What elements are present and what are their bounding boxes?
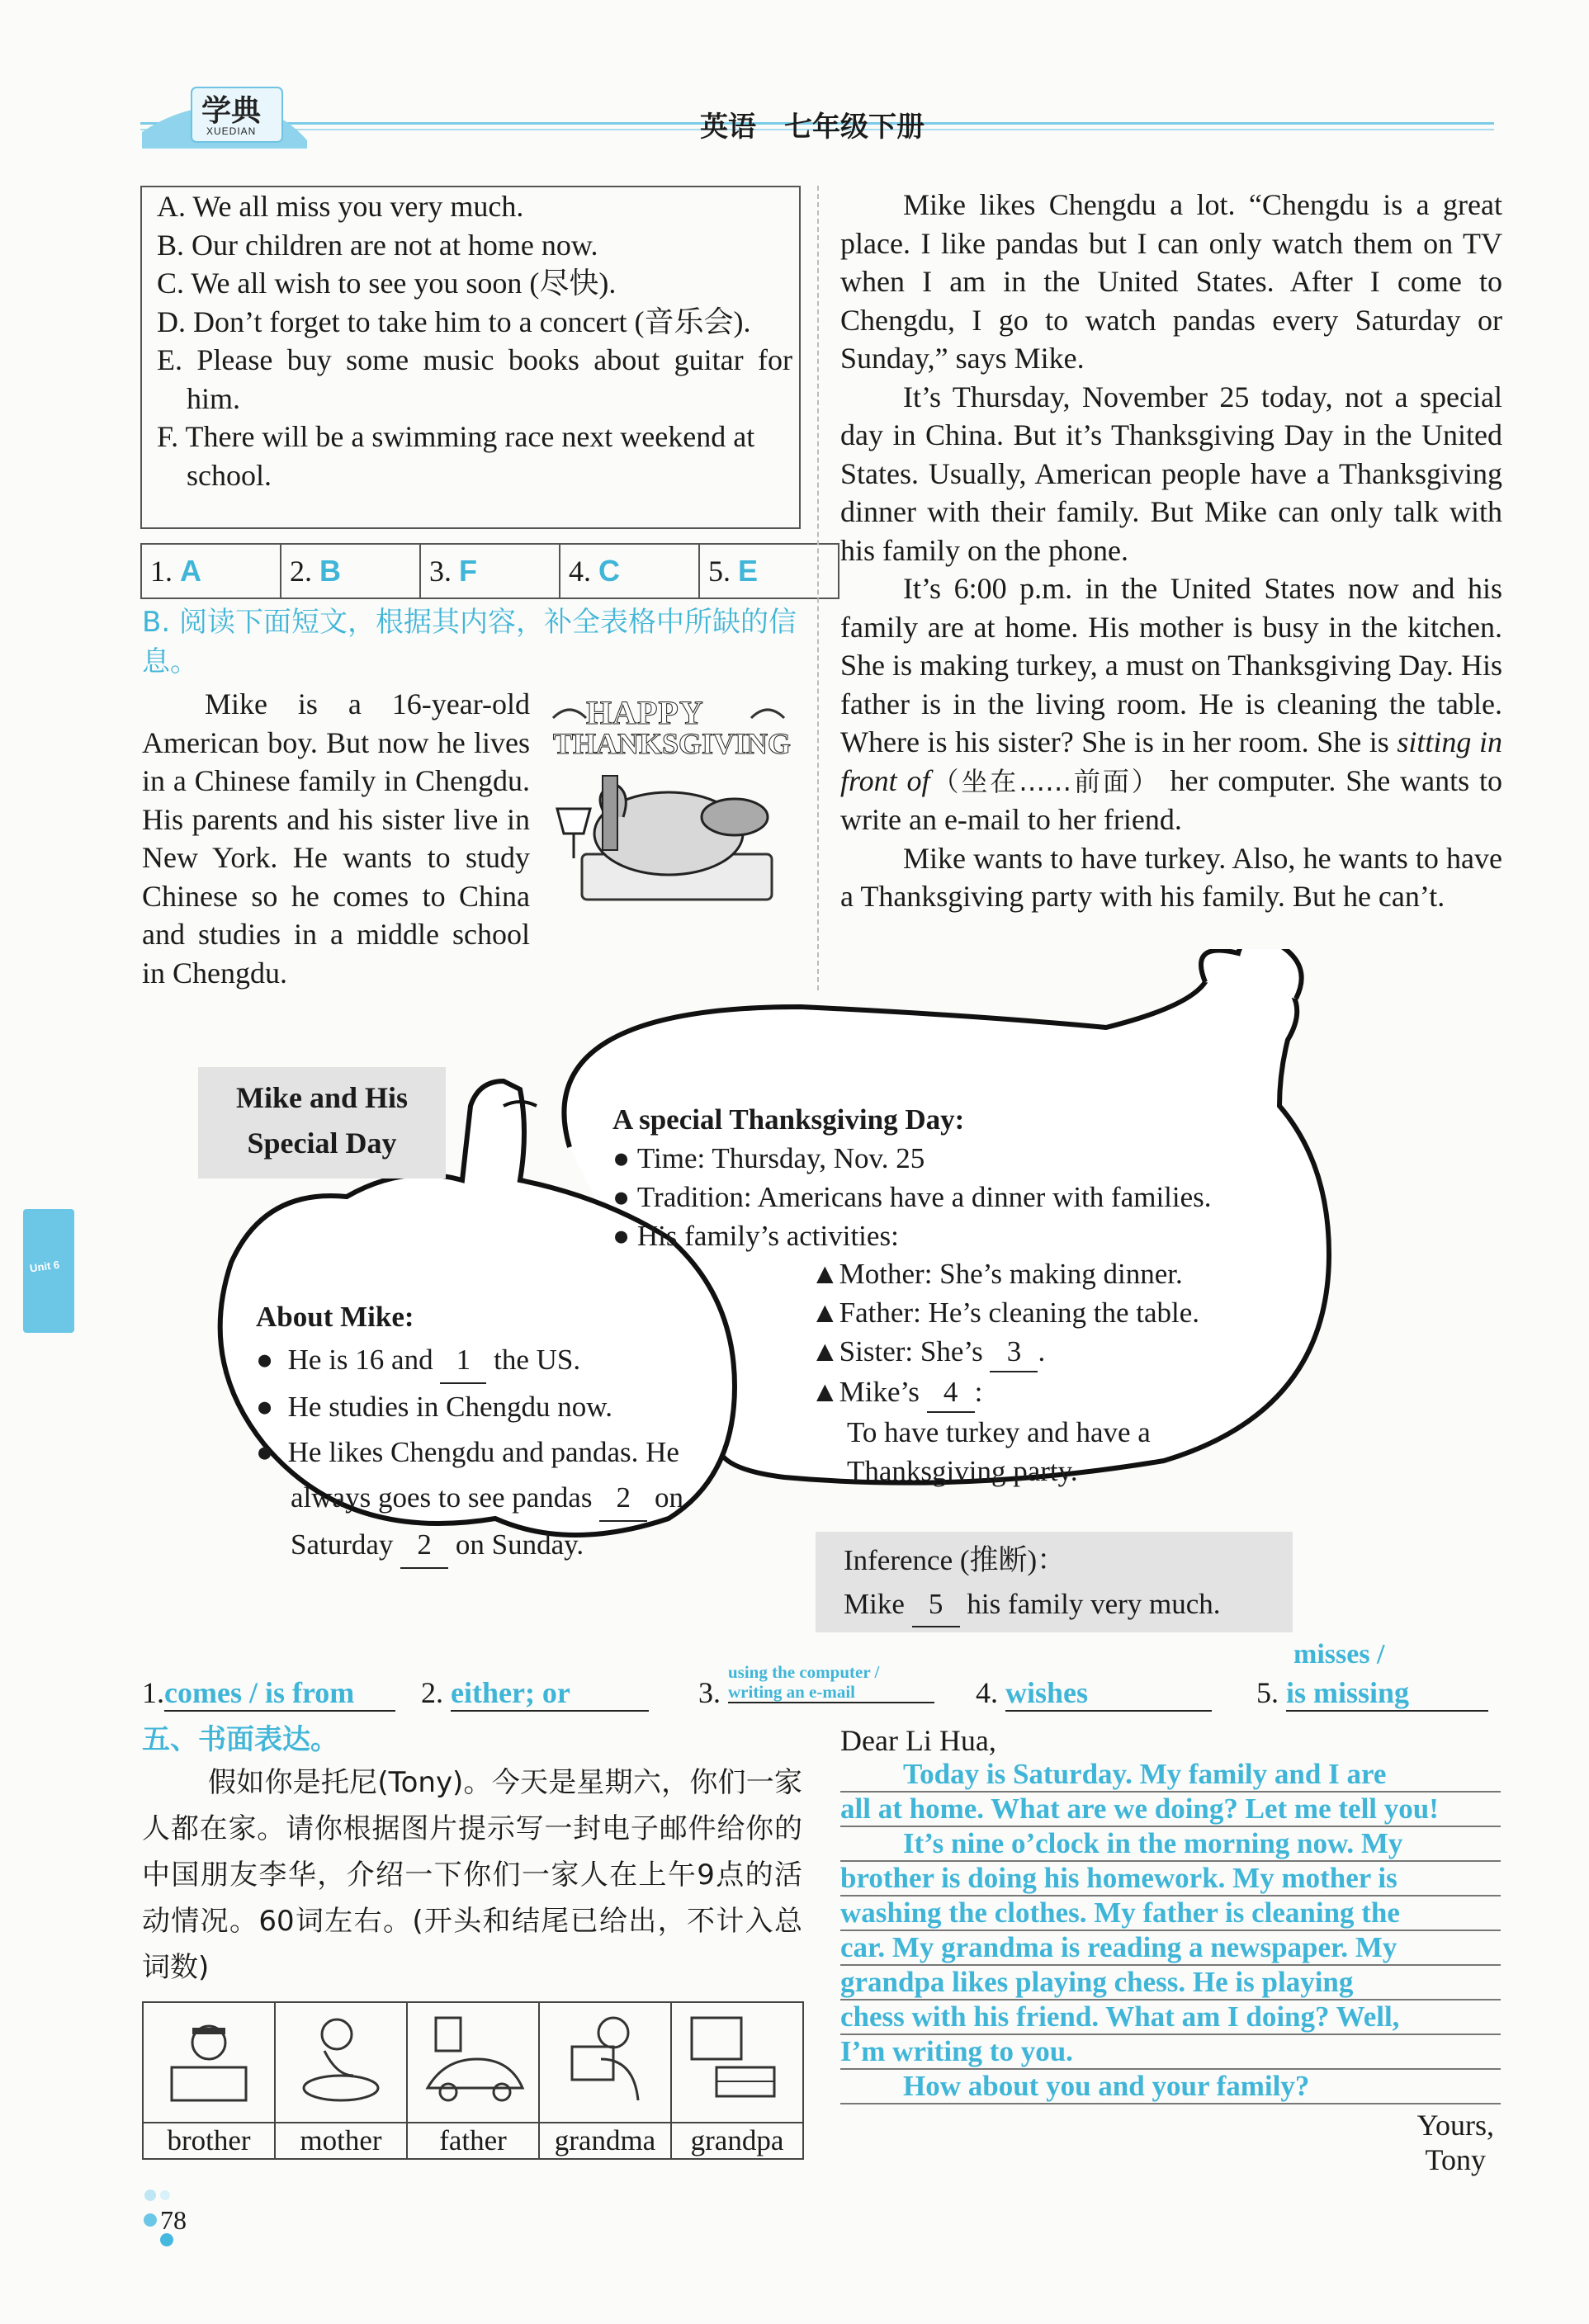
option-a: A. We all miss you very much.	[157, 190, 524, 223]
logo-cn: 学典	[201, 94, 262, 128]
right-bullet-1: ● Time: Thursday, Nov. 25	[612, 1142, 925, 1174]
answer-cell-5: 5. E	[699, 544, 839, 598]
left-bullet-2: ● He studies in Chengdu now.	[256, 1391, 613, 1423]
banner-line2: THANKSGIVING	[553, 727, 792, 760]
column-divider	[817, 186, 819, 990]
picture-brother	[143, 2002, 275, 2123]
left-bullet-3: ● He likes Chengdu and pandas. He	[256, 1436, 679, 1468]
section-b-instruction: B. 阅读下面短文，根据其内容，补全表格中所缺的信息。	[142, 606, 797, 678]
options-box	[140, 186, 801, 529]
answer-cell-4: 4. C	[560, 544, 699, 598]
label-grandpa: grandpa	[671, 2123, 803, 2159]
option-d: D. Don’t forget to take him to a concert (音乐会).	[157, 305, 751, 338]
answer-b1: 1.comes / is from	[142, 1675, 395, 1712]
inference-line: Mike 5 his family very much.	[844, 1582, 1293, 1627]
logo-en: XUEDIAN	[206, 125, 257, 137]
right-column	[840, 186, 1502, 916]
letter-line-3: It’s nine o’clock in the morning now. My	[840, 1827, 1501, 1862]
letter-signature: Tony	[1425, 2143, 1486, 2176]
picture-table	[142, 2001, 804, 2160]
option-f: F. There will be a swimming race next weekend at school.	[157, 420, 755, 492]
diagram-title-line2: Special Day	[247, 1127, 397, 1160]
label-father: father	[407, 2123, 539, 2159]
inference-box	[816, 1532, 1293, 1632]
option-e: E. Please buy some music books about guitar for him.	[157, 343, 792, 415]
answers-a-row	[141, 544, 839, 598]
picture-row	[143, 2002, 803, 2123]
letter-line-4: brother is doing his homework. My mother is	[840, 1862, 1501, 1897]
picture-grandpa	[671, 2002, 803, 2123]
activity-sister: ▲Sister: She’s 3 .	[811, 1332, 1306, 1372]
grandma-newspaper-icon	[551, 2010, 659, 2109]
option-c: C. We all wish to see you soon (尽快).	[157, 267, 617, 300]
label-mother: mother	[275, 2123, 407, 2159]
passage-p1: Mike is a 16-year-old American boy. But now he lives in a Chinese family in Chengdu. His parents and his sister live in New York. He wants to study Chinese so he comes to China and studies in a middle school in Chengdu.	[142, 687, 530, 990]
header-subject: 英语 七年级下册	[700, 111, 925, 144]
letter-line-9: I’m writing to you.	[840, 2035, 1501, 2070]
left-bullet-3-line3: Saturday 2 on Sunday.	[256, 1522, 768, 1569]
picture-label-row	[143, 2123, 803, 2159]
letter-line-10: How about you and your family?	[840, 2070, 1501, 2104]
diagram-title	[198, 1067, 446, 1179]
answer-b5: 5. is missing	[1256, 1675, 1488, 1712]
letter-line-6: car. My grandma is reading a newspaper. My	[840, 1931, 1501, 1966]
passage-p2: Mike likes Chengdu a lot. “Chengdu is a great place. I like pandas but I can only watch them on TV when I am in the United States. After I come to Chengdu, I go to watch pandas every Saturday or Sunday,” says Mike.	[840, 188, 1502, 375]
passage-p5: Mike wants to have turkey. Also, he wants to have a Thanksgiving party with his family. But he can’t.	[840, 841, 1502, 913]
options-list	[157, 187, 792, 494]
thanksgiving-illustration	[545, 693, 792, 916]
answer-b2: 2. either; or	[421, 1675, 649, 1712]
letter	[840, 1723, 1501, 2177]
right-bullet-2: ● Tradition: Americans have a dinner with families.	[612, 1181, 1212, 1213]
label-grandma: grandma	[539, 2123, 671, 2159]
letter-line-1: Today is Saturday. My family and I are	[840, 1758, 1501, 1793]
option-b: B. Our children are not at home now.	[157, 228, 598, 262]
pumpkin-bubble-text	[256, 1297, 768, 1569]
activity-mike-line2: To have turkey and have a	[847, 1416, 1151, 1448]
passage-p3: It’s Thursday, November 25 today, not a special day in China. But it’s Thanksgiving Day in the United States. Usually, American people have a Thanksgiving dinner with their family. But Mike can only talk with his family on the phone.	[840, 380, 1502, 567]
activity-mike: ▲Mike’s 4 :	[811, 1372, 1306, 1413]
answers-a-table	[140, 543, 839, 599]
answer-b3-text: using the computer / writing an e-mail	[728, 1662, 934, 1703]
activity-mike-line3: Thanksgiving party.	[847, 1455, 1078, 1487]
letter-closing: Yours,	[1416, 2109, 1494, 2142]
banner-line1: HAPPY	[586, 694, 704, 731]
activity-father: ▲Father: He’s cleaning the table.	[811, 1297, 1200, 1329]
left-bullet-3-line2: always goes to see pandas 2 on	[256, 1475, 768, 1522]
side-tab	[23, 1209, 74, 1333]
page-number: 78	[160, 2205, 187, 2235]
answer-b4: 4. wishes	[976, 1675, 1212, 1712]
picture-mother	[275, 2002, 407, 2123]
left-heading: About Mike:	[256, 1301, 414, 1333]
letter-line-8: chess with his friend. What am I doing? Well,	[840, 2000, 1501, 2035]
mother-washing-icon	[287, 2010, 395, 2109]
letter-line-5: washing the clothes. My father is cleaning the	[840, 1897, 1501, 1931]
right-bullet-3: ● His family’s activities:	[612, 1220, 899, 1252]
label-brother: brother	[143, 2123, 275, 2159]
activities-list	[811, 1254, 1306, 1490]
side-tab-label: Unit 6	[29, 1258, 60, 1275]
letter-line-2: all at home. What are we doing? Let me tell you!	[840, 1793, 1501, 1827]
father-car-icon	[419, 2010, 527, 2109]
left-bullet-1: ● He is 16 and 1 the US.	[256, 1337, 768, 1384]
inference-label: Inference (推断)：	[844, 1544, 1066, 1576]
answer-b5-line1: misses /	[1293, 1639, 1385, 1670]
letter-line-7: grandpa likes playing chess. He is playing	[840, 1966, 1501, 2000]
grandpa-chess-icon	[683, 2010, 791, 2109]
brother-homework-icon	[155, 2010, 262, 2109]
section-5-prompt: 假如你是托尼(Tony)。今天是星期六，你们一家人都在家。请你根据图片提示写一封电子邮件给你的中国朋友李华，介绍一下你们一家人在上午9点的活动情况。60词左右。(开头和结尾已给出，不计入总词数)	[142, 1766, 802, 1984]
logo	[142, 83, 307, 149]
answers-b-row	[142, 1639, 1504, 1725]
answer-cell-2: 2. B	[281, 544, 420, 598]
right-heading: A special Thanksgiving Day:	[612, 1103, 965, 1136]
picture-father	[407, 2002, 539, 2123]
section-5-title: 五、书面表达。	[142, 1723, 338, 1756]
activity-mother: ▲Mother: She’s making dinner.	[811, 1258, 1183, 1290]
passage-p4: It’s 6:00 p.m. in the United States now and his family are at home. His mother is busy in the kitchen. She is making turkey, a must on Thanksgiving Day. His father is in the living room. He is cleaning the table. Where is his sister? She is in her room. She is sitting in front of（坐在……前面） her computer. She wants to write an e-mail to her friend.	[840, 572, 1502, 836]
picture-grandma	[539, 2002, 671, 2123]
answer-cell-1: 1. A	[141, 544, 281, 598]
diagram-title-line1: Mike and His	[235, 1081, 409, 1114]
letter-greeting: Dear Li Hua,	[840, 1724, 996, 1757]
answer-b3: 3.	[698, 1676, 721, 1709]
turkey-bubble-text	[612, 1100, 1289, 1255]
answer-cell-3: 3. F	[420, 544, 560, 598]
